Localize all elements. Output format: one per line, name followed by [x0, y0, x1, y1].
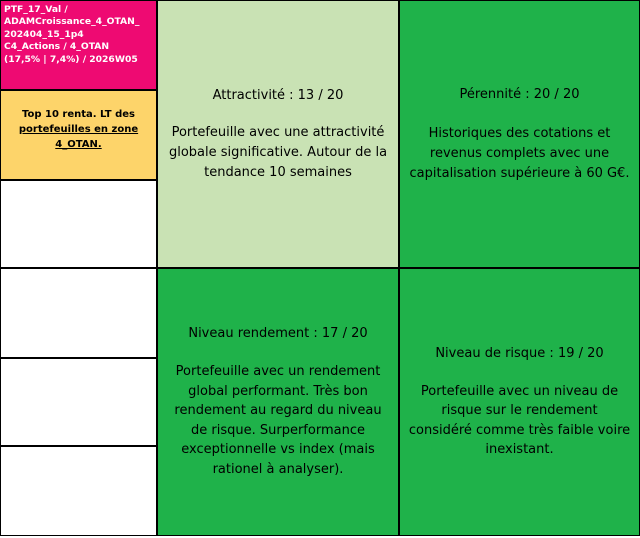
top10-line-2: portefeuilles en zone: [18, 124, 139, 135]
rendement-panel: [157, 268, 399, 536]
top10-label: [0, 90, 157, 180]
empty-cell-1: [0, 180, 157, 268]
risque-description: Portefeuille avec un niveau de risque sur le rendement considéré comme très faible voire inexistant.: [408, 383, 631, 458]
perennite-panel: [399, 0, 640, 268]
top10-line-3: 4_OTAN.: [55, 139, 102, 150]
identifier-line-5: (17,5% | 7,4%) / 2026W05: [4, 53, 138, 65]
portfolio-identifier: [0, 0, 157, 90]
attractivite-heading: Attractivité : 13 / 20: [212, 87, 344, 103]
identifier-line-1: PTF_17_Val /: [4, 4, 68, 15]
empty-cell-3: [0, 358, 157, 446]
empty-cell-2: [0, 268, 157, 358]
attractivite-panel: [157, 0, 399, 268]
identifier-line-4: C4_Actions / 4_OTAN: [4, 41, 110, 53]
empty-cell-4: [0, 446, 157, 536]
perennite-heading: Pérennité : 20 / 20: [459, 86, 580, 102]
top10-line-1: Top 10 renta. LT des: [22, 109, 135, 120]
risque-panel: [399, 268, 640, 536]
rendement-description: Portefeuille avec un rendement global performant. Très bon rendement au regard du niveau de risque. Surperformance exceptionnelle vs index (mais rationel à analyser).: [174, 364, 382, 477]
risque-heading: Niveau de risque : 19 / 20: [435, 346, 604, 362]
perennite-description: Historiques des cotations et revenus complets avec une capitalisation supérieure à 60 G€.: [409, 126, 630, 181]
attractivite-description: Portefeuille avec une attractivité globale significative. Autour de la tendance 10 semaines: [168, 125, 388, 180]
rendement-heading: Niveau rendement : 17 / 20: [188, 326, 368, 342]
identifier-line-2: ADAMCroissance_4_OTAN_: [4, 16, 140, 28]
identifier-line-3: 202404_15_1p4: [4, 28, 84, 40]
